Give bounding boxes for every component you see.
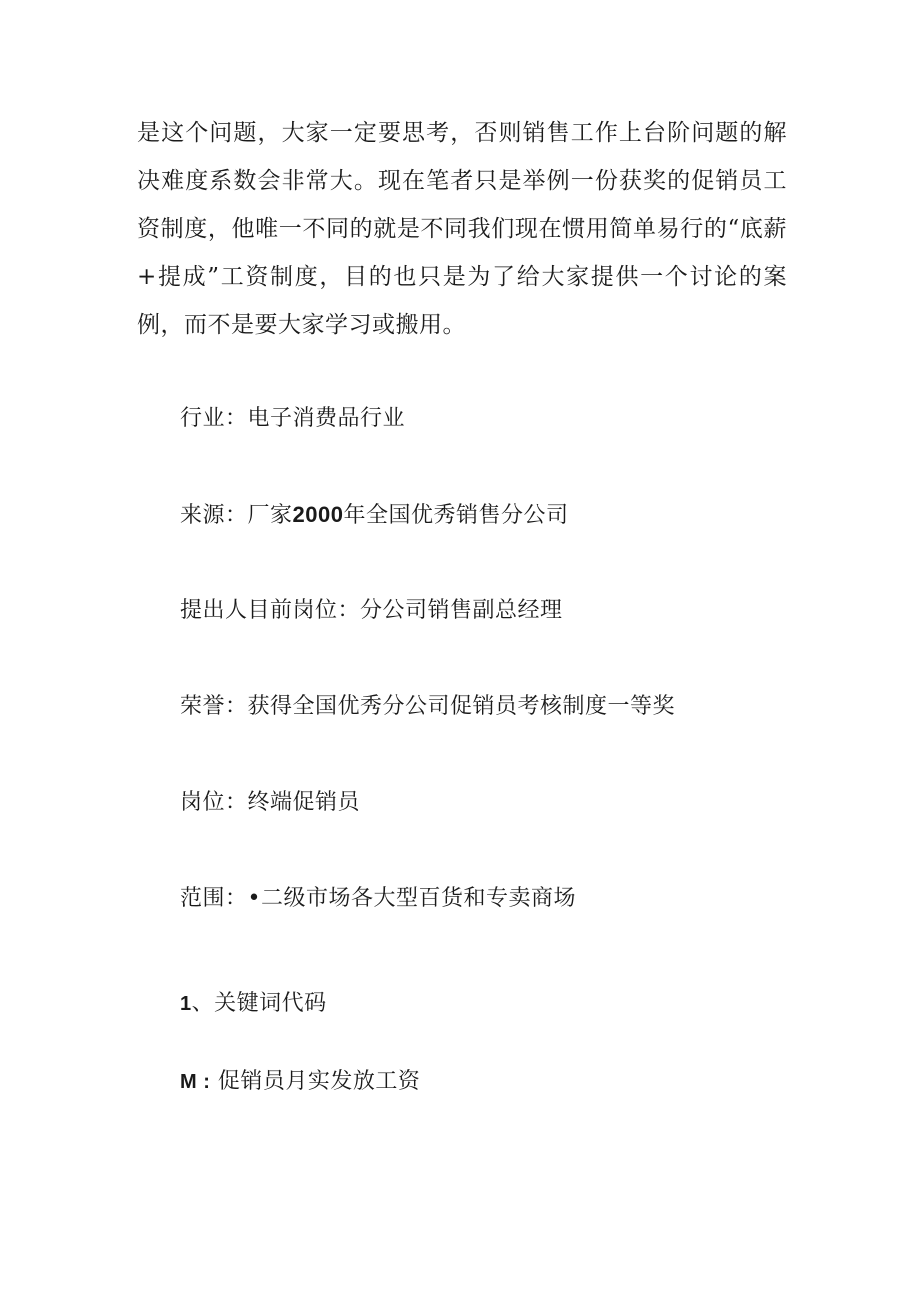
source-suffix: 年全国优秀销售分公司 <box>343 503 569 528</box>
source-line <box>180 500 568 531</box>
proposer-line: 提出人目前岗位：分公司销售副总经理 <box>180 598 563 623</box>
keyword-m-line <box>180 1067 420 1097</box>
keyword-m-text: 促销员月实发放工资 <box>210 1069 421 1094</box>
keywords-heading-text: 、关键词代码 <box>191 991 327 1016</box>
source-prefix: 来源：厂家 <box>180 503 293 528</box>
keyword-m-label: M : <box>180 1071 211 1093</box>
honor-line: 荣誉：获得全国优秀分公司促销员考核制度一等奖 <box>180 694 676 719</box>
position-line: 岗位：终端促销员 <box>180 790 361 815</box>
keywords-heading-number: 1 <box>180 993 192 1015</box>
intro-paragraph: 是这个问题，大家一定要思考，否则销售工作上台阶问题的解决难度系数会非常大。现在笔者只是举例一份获奖的促销员工资制度，他唯一不同的就是不同我们现在惯用简单易行的“底薪+提成”工资制度，目的也只是为了给大家提供一个讨论的案例，而不是要大家学习或搬用。 <box>137 120 787 338</box>
source-year: 2000 <box>292 502 344 527</box>
industry-line: 行业：电子消费品行业 <box>180 406 406 431</box>
keywords-heading <box>180 989 327 1019</box>
scope-line: 范围：•二级市场各大型百货和专卖商场 <box>180 886 576 911</box>
